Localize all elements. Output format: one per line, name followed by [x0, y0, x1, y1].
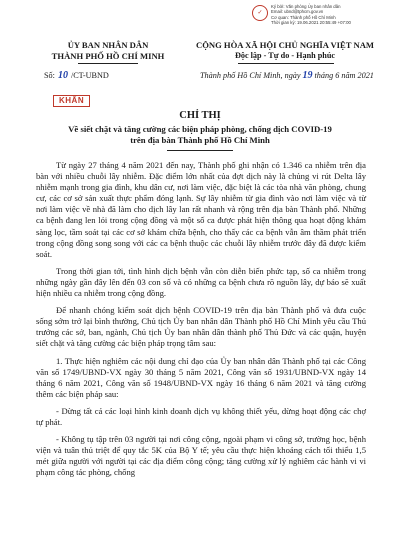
org-underline [78, 63, 138, 64]
motto-underline [238, 63, 334, 64]
nation-line-1: CỘNG HÒA XÃ HỘI CHỦ NGHĨA VIỆT NAM [195, 40, 375, 50]
document-body [36, 160, 366, 484]
document-date [200, 70, 374, 81]
org-line-2: THÀNH PHỐ HỒ CHÍ MINH [51, 50, 165, 61]
document-type: CHỈ THỊ [179, 110, 221, 121]
title-line-2: trên địa bàn Thành phố Hồ Chí Minh [130, 135, 270, 145]
document-number [44, 70, 109, 81]
paragraph-situation: Từ ngày 27 tháng 4 năm 2021 đến nay, Thành phố ghi nhận có 1.346 ca nhiễm trên địa bàn với nhiều chuỗi lây nhiễm. Đặc điểm lớn nhất của đợt dịch này là chủng vi rút Delta lây nhiễm mạnh trong gia đình, khu dân cư, nơi làm việc, đặc biệt là các tòa nhà văn phòng, chung cư, các cơ sở sản xuất thực phẩm đóng lạnh. Sự lây nhiễm từ gia đình vào nơi làm việc và từ nơi làm việc về nhà đã làm cho dịch lây lan rất nhanh và rộng trên địa bàn Thành phố. Những ca bệnh đang len lỏi trong cộng đồng và một số ca được phát hiện thông qua hoạt động khám sàng lọc, tầm soát tại các cơ sở khám chữa bệnh, cho thấy các ca bệnh vẫn âm thầm phát triển trong cộng đồng song song với các ca bệnh thuộc các chuỗi lây nhiễm trước đây đã được kiểm soát. [36, 160, 366, 259]
digital-signature-icon: ✓ [252, 5, 268, 21]
paragraph-directive-intro: Để nhanh chóng kiểm soát dịch bệnh COVID-19 trên địa bàn Thành phố và đưa cuộc sống sớm trở lại bình thường, Chủ tịch Ủy ban nhân dân Thành phố Hồ Chí Minh yêu cầu Thủ trưởng các sở, ban, ngành, Chủ tịch Ủy ban nhân dân thành phố Thủ Đức và các quận, huyện siết chặt và tăng cường các biện pháp trọng tâm sau: [36, 305, 366, 349]
doc-no-handwritten: 10 [57, 70, 68, 81]
date-suffix: tháng 6 năm 2021 [314, 71, 374, 80]
signature-agency: Cơ quan: Thành phố Hồ Chí Minh [271, 14, 336, 20]
date-prefix: Thành phố Hồ Chí Minh, ngày [200, 71, 301, 80]
signature-email: Email: ubnd@tphcm.gov.vn [271, 9, 324, 15]
doc-no-prefix: Số: [44, 71, 55, 80]
paragraph-forecast: Trong thời gian tới, tình hình dịch bệnh vẫn còn diễn biến phức tạp, số ca nhiễm trong những ngày gần đây lên đến 03 con số và có những ca bệnh chưa rõ nguồn lây, dự báo sẽ xuất hiện nhiều ca nhiễm trong cộng đồng. [36, 265, 366, 299]
paragraph-item-1: 1. Thực hiện nghiêm các nội dung chỉ đạo của Ủy ban nhân dân Thành phố tại các Công văn số 1749/UBND-VX ngày 30 tháng 5 năm 2021, Công văn số 1931/UBND-VX ngày 14 tháng 6 năm 2021, Công văn số 1948/UBND-VX ngày 16 tháng 6 năm 2021 và tăng cường thêm các biện pháp sau: [36, 355, 366, 399]
nation-motto: Độc lập - Tự do - Hạnh phúc [234, 50, 336, 60]
org-line-1: ỦY BAN NHÂN DÂN [67, 40, 149, 50]
paragraph-bullet-1: - Dừng tất cả các loại hình kinh doanh dịch vụ không thiết yếu, dừng hoạt động các chợ tự phát. [36, 405, 366, 427]
signature-time: Thời gian ký: 19.06.2021 20:55:49 +07:00 [271, 20, 351, 26]
date-day-handwritten: 19 [302, 70, 313, 81]
digital-signature-block [271, 4, 397, 26]
title-line-1: Về siết chặt và tăng cường các biện pháp phòng, chống dịch COVID-19 [68, 124, 332, 134]
issuing-organization [36, 40, 180, 61]
paragraph-bullet-2: - Không tụ tập trên 03 người tại nơi công cộng, ngoài phạm vi công sở, trường học, bệnh viện và tuân thủ triệt để quy tắc 5K của Bộ Y tế; yêu cầu thực hiện khoảng cách tối thiểu 1,5 mét giữa người với người tại các địa điểm công cộng; tăng cường xử lý nghiêm các hành vi vi phạm công tác phòng, chống [36, 434, 366, 478]
title-underline [167, 150, 233, 151]
document-title [40, 124, 360, 146]
national-header [180, 40, 390, 61]
signature-signer: Ký bởi: Văn phòng Ủy ban nhân dân [271, 4, 341, 9]
doc-no-suffix: /CT-UBND [70, 71, 109, 80]
urgent-stamp: KHẨN [53, 95, 90, 107]
